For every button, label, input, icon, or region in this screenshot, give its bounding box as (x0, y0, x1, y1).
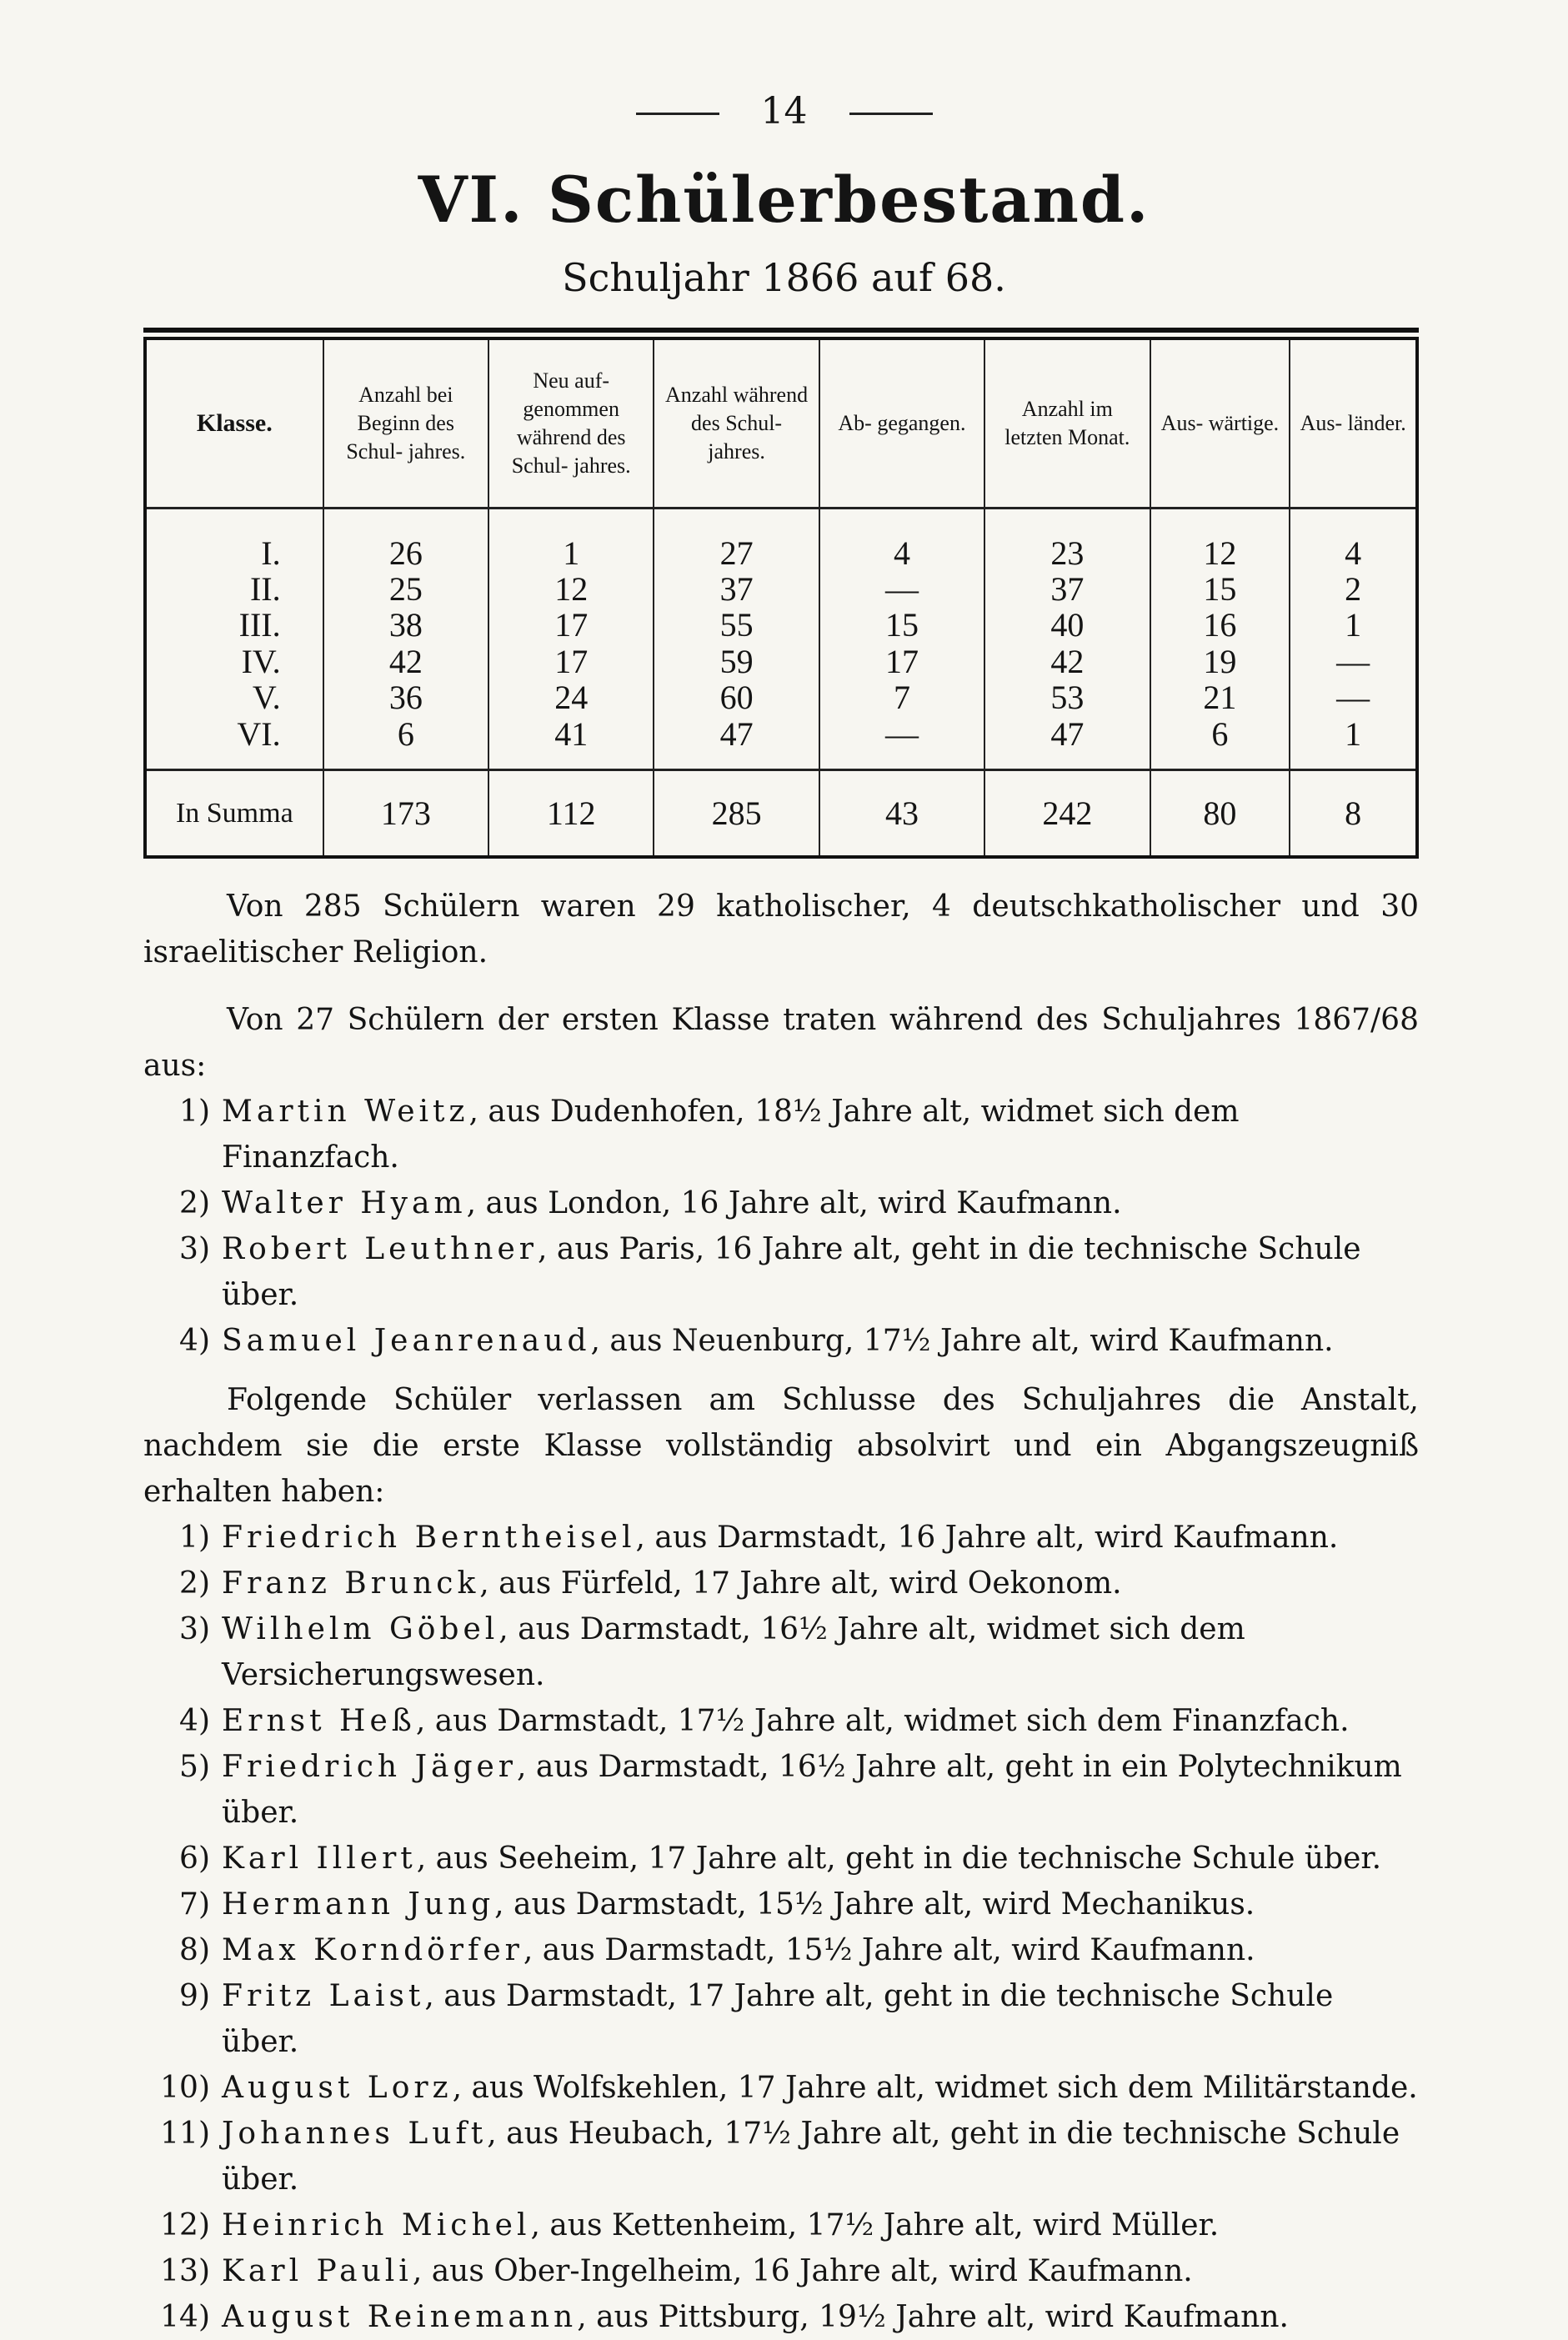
student-name: Walter Hyam (222, 1186, 467, 1220)
table-cell: 1 (488, 534, 654, 570)
table-row (145, 715, 1417, 751)
table-cell: 47 (984, 715, 1150, 751)
student-name: Johannes Luft (222, 2117, 488, 2151)
table-cell: 15 (819, 607, 984, 643)
table-row (145, 644, 1417, 679)
table-cell: 36 (323, 679, 488, 715)
table-header-row (145, 338, 1417, 509)
table-cell: 4 (1290, 534, 1417, 570)
table-cell: 285 (654, 769, 819, 857)
page-subtitle: Schuljahr 1866 auf 68. (562, 255, 1006, 300)
table-cell: 59 (654, 644, 819, 679)
table-cell: 17 (819, 644, 984, 679)
table-cell: 25 (323, 571, 488, 607)
student-table (143, 337, 1419, 859)
list-item: 9) Fritz Laist, aus Darmstadt, 17 Jahre alt, geht in die technische Schule über. (179, 1979, 1334, 2059)
table-cell: 42 (323, 644, 488, 679)
column-header: Anzahl im letzten Monat. (984, 338, 1150, 509)
list-item: 2) Franz Brunck, aus Fürfeld, 17 Jahre alt, wird Oekonom. (179, 1566, 1122, 1601)
graduates-intro: Folgende Schüler verlassen am Schlusse des Schuljahres die Anstalt, nachdem sie die erste Klasse vollständig absolvirt und ein Abgangszeugniß erhalten haben: (143, 1383, 1419, 1509)
list-item: 8) Max Korndörfer, aus Darmstadt, 15½ Jahre alt, wird Kaufmann. (179, 1933, 1255, 1967)
table-cell: 23 (984, 534, 1150, 570)
table-cell: 15 (1150, 571, 1290, 607)
table-cell: 7 (819, 679, 984, 715)
list-item: 7) Hermann Jung, aus Darmstadt, 15½ Jahre alt, wird Mechanikus. (179, 1887, 1255, 1922)
table-cell: — (1290, 679, 1417, 715)
table-row (145, 607, 1417, 643)
table-cell: — (819, 571, 984, 607)
table-row (145, 571, 1417, 607)
table-cell: 26 (323, 534, 488, 570)
list-item: 10) August Lorz, aus Wolfskehlen, 17 Jahre alt, widmet sich dem Militärstande. (160, 2071, 1418, 2105)
religion-paragraph: Von 285 Schülern waren 29 katholischer, 4 deutschkatholischer und 30 israelitischer Religion. (143, 889, 1419, 970)
list-item: 11) Johannes Luft, aus Heubach, 17½ Jahre alt, geht in die technische Schule über. (160, 2117, 1400, 2197)
table-cell: 17 (488, 607, 654, 643)
list-item: 13) Karl Pauli, aus Ober-Ingelheim, 16 Jahre alt, wird Kaufmann. (160, 2254, 1193, 2288)
page-title: VI. Schülerbestand. (418, 163, 1150, 237)
table-cell: IV. (241, 642, 281, 680)
table-cell: 12 (1150, 534, 1290, 570)
list-item: 5) Friedrich Jäger, aus Darmstadt, 16½ Jahre alt, geht in ein Polytechnikum über. (179, 1750, 1402, 1830)
column-header: Neu auf- genommen während des Schul- jahres. (488, 338, 654, 509)
student-name: Karl Pauli (222, 2254, 413, 2288)
student-name: Karl Illert (222, 1841, 417, 1876)
table-cell: 37 (654, 571, 819, 607)
graduates-list (143, 1515, 1419, 2340)
table-cell: 112 (488, 769, 654, 857)
list-item: 1) Friedrich Berntheisel, aus Darmstadt, 16 Jahre alt, wird Kaufmann. (179, 1521, 1339, 1555)
table-cell: 41 (488, 715, 654, 751)
table-cell: 40 (984, 607, 1150, 643)
list-item: 14) August Reinemann, aus Pittsburg, 19½ Jahre alt, wird Kaufmann. (160, 2300, 1289, 2334)
student-name: August Lorz (222, 2071, 453, 2105)
table-cell: 17 (488, 644, 654, 679)
list-item: 2) Walter Hyam, aus London, 16 Jahre alt, wird Kaufmann. (179, 1186, 1122, 1220)
student-name: Heinrich Michel (222, 2208, 531, 2242)
divider (636, 113, 719, 115)
table-cell: 42 (984, 644, 1150, 679)
list-item: 1) Martin Weitz, aus Dudenhofen, 18½ Jahre alt, widmet sich dem Finanzfach. (179, 1095, 1240, 1175)
table-cell: 47 (654, 715, 819, 751)
table-cell: 2 (1290, 571, 1417, 607)
table-cell: 55 (654, 607, 819, 643)
column-header: Aus- wärtige. (1150, 338, 1290, 509)
table-cell: 12 (488, 571, 654, 607)
student-name: Hermann Jung (222, 1887, 495, 1922)
total-label: In Summa (145, 769, 323, 857)
table-cell: 1 (1290, 607, 1417, 643)
column-header: Anzahl während des Schul- jahres. (654, 338, 819, 509)
table-cell: 60 (654, 679, 819, 715)
table-cell: 4 (819, 534, 984, 570)
list-item: 6) Karl Illert, aus Seeheim, 17 Jahre alt, geht in die technische Schule über. (179, 1841, 1382, 1876)
table-cell: II. (249, 569, 281, 608)
spacer-row (145, 752, 1417, 770)
table-cell: 27 (654, 534, 819, 570)
student-name: Friedrich Jäger (222, 1750, 518, 1784)
student-name: Wilhelm Göbel (222, 1612, 499, 1646)
table-cell: 80 (1150, 769, 1290, 857)
departures-intro: Von 27 Schülern der ersten Klasse traten während des Schuljahres 1867/68 aus: (143, 1003, 1419, 1083)
table-row (145, 534, 1417, 570)
table-cell: 21 (1150, 679, 1290, 715)
total-row (145, 769, 1417, 857)
divider (143, 328, 1419, 333)
table-cell: 8 (1290, 769, 1417, 857)
table-cell: 43 (819, 769, 984, 857)
student-name: Franz Brunck (222, 1566, 480, 1601)
table-cell: 16 (1150, 607, 1290, 643)
column-header: Ab- gegangen. (819, 338, 984, 509)
table-cell: — (819, 715, 984, 751)
body-text (143, 884, 1419, 2340)
divider (849, 113, 933, 115)
student-name: August Reinemann (222, 2300, 578, 2334)
student-name: Samuel Jeanrenaud (222, 1324, 591, 1358)
table-cell: 19 (1150, 644, 1290, 679)
student-name: Fritz Laist (222, 1979, 425, 2013)
student-name: Max Korndörfer (222, 1933, 524, 1967)
list-item: 3) Wilhelm Göbel, aus Darmstadt, 16½ Jahre alt, widmet sich dem Versicherungswesen. (179, 1612, 1245, 1692)
table-cell: 242 (984, 769, 1150, 857)
table-cell: 1 (1290, 715, 1417, 751)
table-cell: 38 (323, 607, 488, 643)
list-item: 4) Ernst Heß, aus Darmstadt, 17½ Jahre alt, widmet sich dem Finanzfach. (179, 1704, 1350, 1738)
table-cell: I. (261, 534, 281, 572)
departures-list (143, 1089, 1419, 1364)
table-cell: 6 (1150, 715, 1290, 751)
list-item: 12) Heinrich Michel, aus Kettenheim, 17½ Jahre alt, wird Müller. (160, 2208, 1220, 2242)
table-cell: 6 (323, 715, 488, 751)
page-number: 14 (0, 90, 1568, 133)
table-cell: 37 (984, 571, 1150, 607)
column-header: Aus- länder. (1290, 338, 1417, 509)
column-header: Anzahl bei Beginn des Schul- jahres. (323, 338, 488, 509)
table-cell: — (1290, 644, 1417, 679)
student-name: Martin Weitz (222, 1095, 469, 1129)
table-row (145, 679, 1417, 715)
column-header: Klasse. (145, 338, 323, 509)
student-name: Ernst Heß (222, 1704, 416, 1738)
table-cell: VI. (237, 714, 281, 753)
table-cell: V. (252, 679, 281, 717)
list-item: 3) Robert Leuthner, aus Paris, 16 Jahre alt, geht in die technische Schule über. (179, 1232, 1361, 1312)
spacer-row (145, 509, 1417, 535)
table-cell: III. (238, 606, 281, 644)
student-name: Robert Leuthner (222, 1232, 538, 1266)
student-name: Friedrich Berntheisel (222, 1521, 636, 1555)
table-cell: 173 (323, 769, 488, 857)
list-item: 4) Samuel Jeanrenaud, aus Neuenburg, 17½ Jahre alt, wird Kaufmann. (179, 1324, 1334, 1358)
table-cell: 53 (984, 679, 1150, 715)
table-cell: 24 (488, 679, 654, 715)
